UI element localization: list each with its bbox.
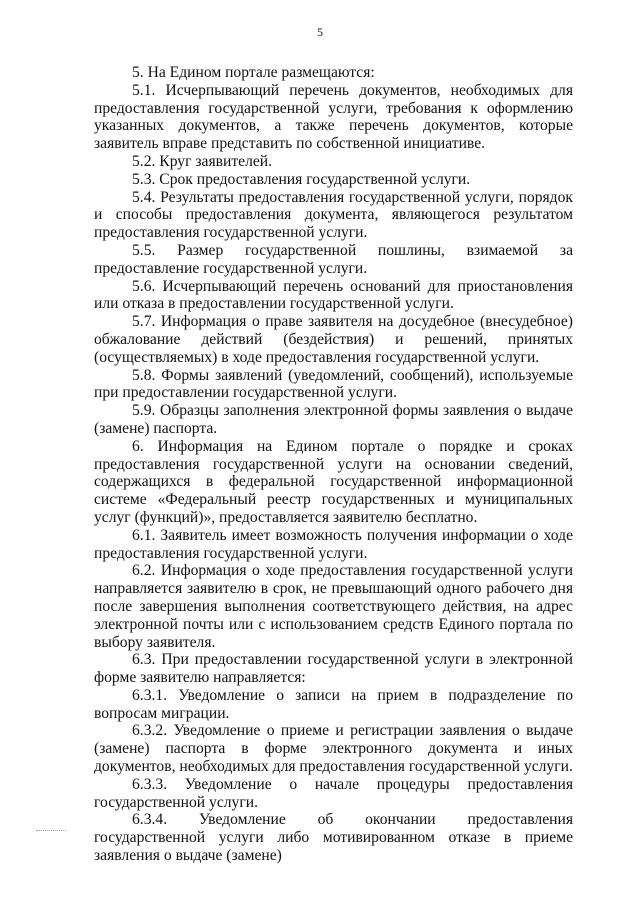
page-number: 5 xyxy=(317,25,323,39)
paragraph-5: 5. На Едином портале размещаются: xyxy=(132,64,375,81)
paragraph-6-2: 6.2. Информация о ходе предоставления государственной услуги направляется заявителю в срок, не превышающий одного рабочего дня после завершения выполнения соответствующего действия, на адрес электронной почты или с использованием средств Единого портала по выбору заявителя. xyxy=(94,562,573,651)
paragraph-5-7: 5.7. Информация о праве заявителя на досудебное (внесудебное) обжалование действий (бездействия) и решений, принятых (осуществляемых) в ходе предоставления государственной услуги. xyxy=(94,313,573,366)
paragraph-5-1: 5.1. Исчерпывающий перечень документов, необходимых для предоставления государственной услуги, требования к оформлению указанных документов, а также перечень документов, которые заявитель вправе представить по собственной инициативе. xyxy=(94,81,573,153)
paragraph-5-9: 5.9. Образцы заполнения электронной формы заявления о выдаче (замене) паспорта. xyxy=(94,402,573,437)
paragraph-6-3: 6.3. При предоставлении государственной услуги в электронной форме заявителю направляется: xyxy=(94,651,573,687)
paragraph-5-4: 5.4. Результаты предоставления государственной услуги, порядок и способы предоставления документа, являющегося результатом предоставления государственной услуги. xyxy=(94,188,573,242)
paragraph-6-3-2: 6.3.2. Уведомление о приеме и регистрации заявления о выдаче (замене) паспорта в форме электронного документа и иных документов, необходимых для предоставления государственной услуги. xyxy=(94,722,573,776)
paragraph-6-3-4: 6.3.4. Уведомление об окончании предоставления государственной услуги либо мотивированном отказе в приеме заявления о выдаче (замене) xyxy=(94,811,573,865)
paragraph-5-3: 5.3. Срок предоставления государственной услуги. xyxy=(132,170,471,188)
paragraph-6-1: 6.1. Заявитель имеет возможность получения информации о ходе предоставления государственной услуги. xyxy=(94,526,573,562)
paragraph-5-8: 5.8. Формы заявлений (уведомлений, сообщений), используемые при предоставлении государственной услуги. xyxy=(94,366,573,402)
paragraph-6-3-3: 6.3.3. Уведомление о начале процедуры предоставления государственной услуги. xyxy=(94,775,573,811)
paragraph-5-5: 5.5. Размер государственной пошлины, взимаемой за предоставление государственной услуги. xyxy=(94,241,573,277)
paragraph-5-2: 5.2. Круг заявителей. xyxy=(132,152,273,170)
paragraph-6: 6. Информация на Едином портале о порядке и сроках предоставления государственной услуги на основании сведений, содержащихся в федеральной государственной информационной системе «Федеральный реестр государственных и муниципальных услуг (функций)», предоставляется заявителю бесплатно. xyxy=(94,437,573,526)
document-body xyxy=(94,64,573,865)
scan-margin-mark xyxy=(36,830,66,831)
paragraph-6-3-1: 6.3.1. Уведомление о записи на прием в подразделение по вопросам миграции. xyxy=(94,686,573,722)
paragraph-5-6: 5.6. Исчерпывающий перечень оснований для приостановления или отказа в предоставлении государственной услуги. xyxy=(94,277,573,313)
